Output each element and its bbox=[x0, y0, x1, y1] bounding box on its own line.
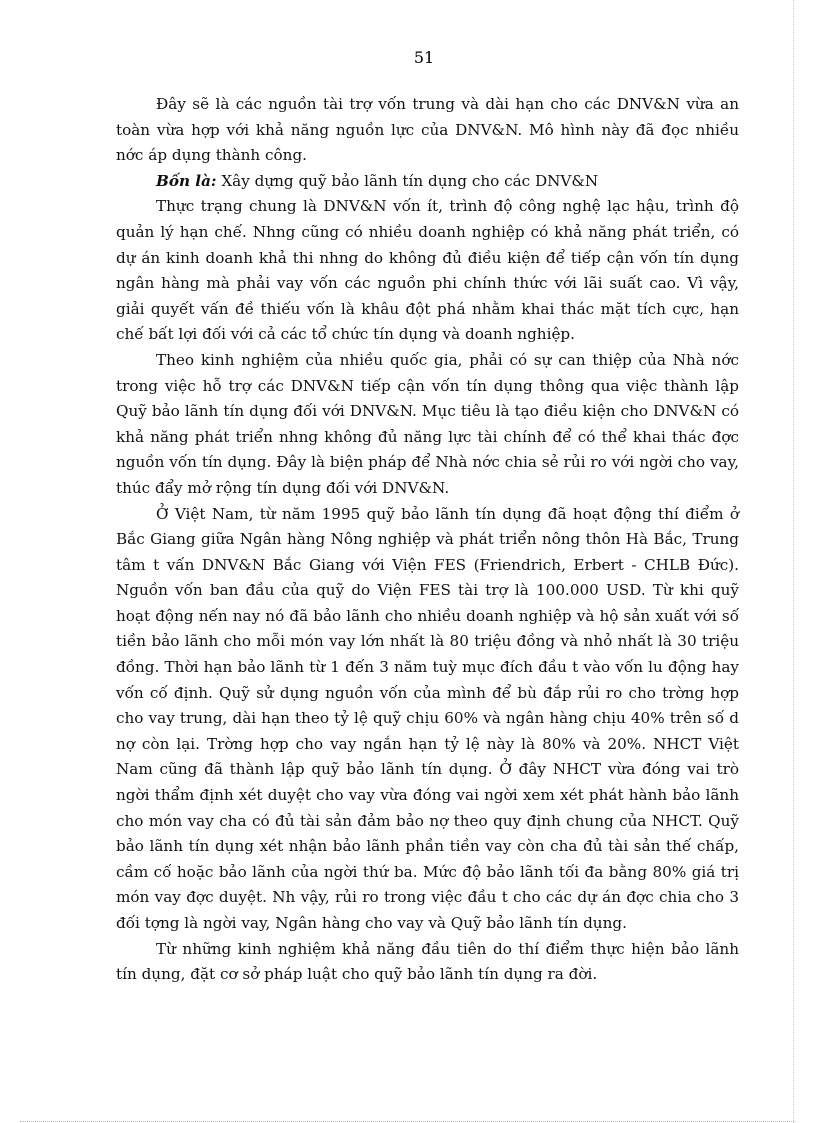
paragraph-2-label: Bốn là: bbox=[156, 171, 217, 190]
paragraph-5: Ở Việt Nam, từ năm 1995 quỹ bảo lãnh tín dụng đã hoạt động thí điểm ở Bắc Giang giữa Ngân hàng Nông nghiệp và phát triển nông thôn Hà Bắc, Trung tâm t vấn DNV&N Bắc Giang với Viện FES (Friendrich, Erbert - CHLB Đức). Nguồn vốn ban đầu của quỹ do Viện FES tài trợ là 100.000 USD. Từ khi quỹ hoạt động nến nay nó đã bảo lãnh cho nhiều doanh nghiệp và hộ sản xuất với số tiền bảo lãnh cho mỗi món vay lớn nhất là 80 triệu đồng và nhỏ nhất là 30 triệu đồng. Thời hạn bảo lãnh từ 1 đến 3 năm tuỳ mục đích đầu t vào vốn lu động hay vốn cố định. Quỹ sử dụng nguồn vốn của mình để bù đắp rủi ro cho trờng hợp cho vay trung, dài hạn theo tỷ lệ quỹ chịu 60% và ngân hàng chịu 40% trên số d nợ còn lại. Trờng hợp cho vay ngắn hạn tỷ lệ này là 80% và 20%. NHCT Việt Nam cũng đã thành lập quỹ bảo lãnh tín dụng. Ở đây NHCT vừa đóng vai trò ngời thẩm định xét duyệt cho vay vừa đóng vai ngời xem xét phát hành bảo lãnh cho món vay cha có đủ tài sản đảm bảo nợ theo quy định chung của NHCT. Quỹ bảo lãnh tín dụng xét nhận bảo lãnh phần tiền vay còn cha đủ tài sản thế chấp, cầm cố hoặc bảo lãnh của ngời thứ ba. Mức độ bảo lãnh tối đa bằng 80% giá trị món vay đợc duyệt. Nh vậy, rủi ro trong việc đầu t cho các dự án đợc chia cho 3 đối tợng là ngời vay, Ngân hàng cho vay và Quỹ bảo lãnh tín dụng. bbox=[116, 504, 739, 932]
paragraph-2 bbox=[116, 169, 739, 195]
body-text bbox=[116, 92, 739, 988]
paragraph-3: Thực trạng chung là DNV&N vốn ít, trình độ công nghệ lạc hậu, trình độ quản lý hạn chế. Nhng cũng có nhiều doanh nghiệp có khả năng phát triển, có dự án kinh doanh khả thi nhng do không đủ điều kiện để tiếp cận vốn tín dụng ngân hàng mà phải vay vốn các nguồn phi chính thức với lãi suất cao. Vì vậy, giải quyết vấn đề thiếu vốn là khâu đột phá nhằm khai thác mặt tích cực, hạn chế bất lợi đối với cả các tổ chức tín dụng và doanh nghiệp. bbox=[116, 197, 739, 344]
page-bottom-border bbox=[20, 1121, 796, 1122]
paragraph-6: Từ những kinh nghiệm khả năng đầu tiên do thí điểm thực hiện bảo lãnh tín dụng, đặt cơ sở pháp luật cho quỹ bảo lãnh tín dụng ra đời. bbox=[116, 939, 739, 984]
paragraph-1: Đây sẽ là các nguồn tài trợ vốn trung và dài hạn cho các DNV&N vừa an toàn vừa hợp với khả năng nguồn lực của DNV&N. Mô hình này đã đọc nhiều nớc áp dụng thành công. bbox=[116, 95, 739, 165]
paragraph-2-text: Xây dựng quỹ bảo lãnh tín dụng cho các DNV&N bbox=[216, 171, 599, 190]
page-right-border bbox=[793, 0, 794, 1123]
page-number: 51 bbox=[413, 48, 435, 67]
paragraph-4: Theo kinh nghiệm của nhiều quốc gia, phải có sự can thiệp của Nhà nớc trong việc hỗ trợ các DNV&N tiếp cận vốn tín dụng thông qua việc thành lập Quỹ bảo lãnh tín dụng đối với DNV&N. Mục tiêu là tạo điều kiện cho DNV&N có khả năng phát triển nhng không đủ năng lực tài chính để có thể khai thác đợc nguồn vốn tín dụng. Đây là biện pháp để Nhà nớc chia sẻ rủi ro với ngời cho vay, thúc đẩy mở rộng tín dụng đối với DNV&N. bbox=[116, 350, 739, 497]
